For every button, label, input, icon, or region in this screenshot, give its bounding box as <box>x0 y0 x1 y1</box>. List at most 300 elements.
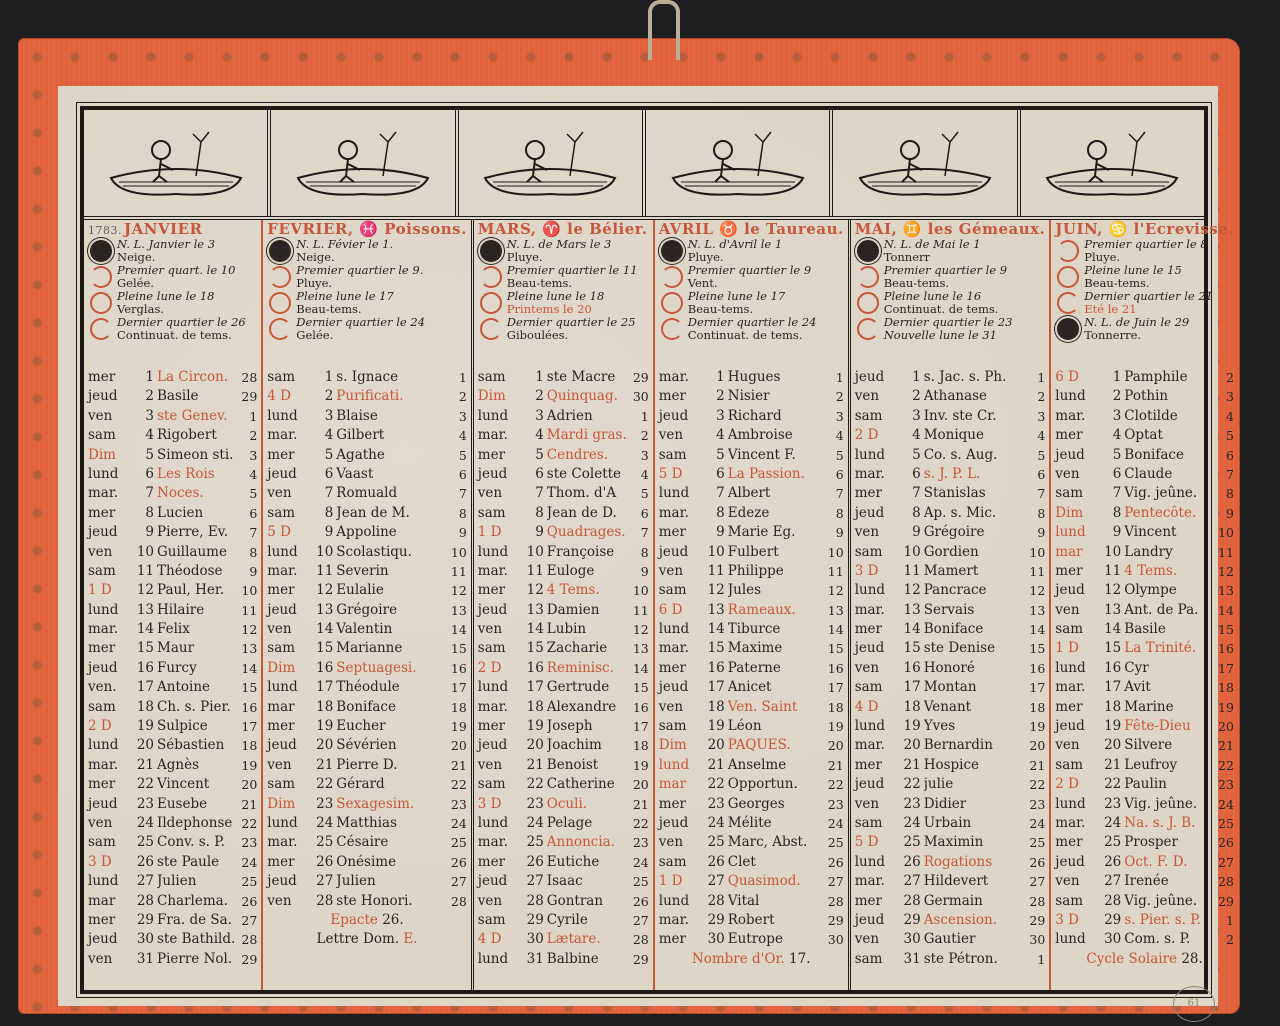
moon-age: 1 <box>1037 370 1046 385</box>
day-row <box>659 756 844 775</box>
weekday: Dim <box>88 446 116 463</box>
saint-or-feast: Lucien <box>157 504 204 521</box>
saint-or-feast: Antoine <box>157 679 210 696</box>
saint-or-feast: Charlema. <box>157 892 228 909</box>
weekday: jeud <box>854 369 885 385</box>
day-row <box>88 387 257 406</box>
moon-age: 1 <box>1037 951 1046 967</box>
saint-or-feast: Vincent <box>157 776 210 793</box>
day-row <box>478 639 649 658</box>
moon-phase-entry: Premier quart. le 10 Gelée. <box>88 264 257 290</box>
month-column <box>851 220 1052 990</box>
moon-age: 3 <box>1226 389 1234 405</box>
day-number: 19 <box>1104 718 1122 735</box>
weekday: jeud <box>477 465 508 482</box>
saint-or-feast: Simeon sti. <box>157 446 234 463</box>
day-number: 3 <box>535 407 544 424</box>
saint-or-feast: Sulpice <box>157 718 208 735</box>
day-number: 11 <box>903 562 921 579</box>
weather-note: Neige. <box>296 249 335 264</box>
moon-age: 1 <box>249 408 258 424</box>
day-number: 2 <box>535 388 544 405</box>
moon-age: 27 <box>632 912 649 928</box>
weekday: mer <box>88 640 116 657</box>
saint-or-feast: Julien <box>157 873 197 890</box>
saint-or-feast: Benoist <box>546 756 599 773</box>
saint-or-feast: ste Bathild. <box>157 931 236 948</box>
day-list <box>267 368 467 950</box>
moon-phases <box>88 238 257 368</box>
day-number: 19 <box>316 718 334 735</box>
saint-or-feast: Eutiche <box>546 853 600 870</box>
saint-or-feast: Nisier <box>727 388 770 405</box>
moon-age: 29 <box>241 389 258 405</box>
day-number: 6 <box>716 465 725 482</box>
saint-or-feast: Olympe <box>1124 582 1177 599</box>
moon-age: 12 <box>827 583 844 599</box>
weather-note: Continuat. de tems. <box>883 301 999 316</box>
day-number: 13 <box>707 601 725 618</box>
saint-or-feast: Clotilde <box>1124 407 1178 424</box>
day-row <box>855 523 1046 542</box>
weekday: ven <box>88 407 113 424</box>
weekday: mar. <box>88 485 119 502</box>
weekday: ven <box>854 659 880 676</box>
saint-or-feast: Grégoire <box>923 524 985 541</box>
day-number: 11 <box>1104 562 1122 579</box>
moon-age: 21 <box>1029 757 1046 773</box>
day-number: 22 <box>707 776 725 793</box>
day-number: 7 <box>535 485 544 502</box>
saint-or-feast: Honoré <box>923 659 975 676</box>
day-number: 14 <box>903 621 921 638</box>
weekday: ven <box>854 795 880 812</box>
saint-or-feast: Sexagesim. <box>336 795 415 812</box>
saint-or-feast: Noces. <box>157 485 204 502</box>
weather-note: Printems le 20 <box>506 301 592 316</box>
day-number: 24 <box>707 814 725 831</box>
saint-or-feast: Boniface <box>923 621 984 638</box>
moon-age: 22 <box>827 777 844 793</box>
weekday: sam <box>854 543 883 560</box>
moon-age: 29 <box>1029 912 1046 928</box>
day-number: 11 <box>526 562 544 579</box>
moon-age: 4 <box>249 466 258 482</box>
saint-or-feast: Boniface <box>1124 446 1184 463</box>
weekday: mer <box>477 718 506 735</box>
day-row <box>478 892 649 911</box>
weekday: 1 D <box>477 524 502 541</box>
moon-age: 7 <box>640 525 649 541</box>
saint-or-feast: Maximin <box>923 834 984 851</box>
day-row <box>1055 678 1234 697</box>
first-moon-icon <box>857 266 879 288</box>
saint-or-feast: Urbain <box>923 814 972 831</box>
weekday: mer <box>1055 427 1083 444</box>
day-row <box>478 426 649 445</box>
moon-age: 21 <box>241 796 258 812</box>
day-number: 14 <box>316 621 334 638</box>
day-number: 28 <box>1104 892 1122 909</box>
weather-note: Tonnerr <box>883 249 931 264</box>
day-row <box>1055 853 1234 872</box>
saint-or-feast: Vig. jeûne. <box>1124 795 1198 812</box>
day-row <box>659 368 844 387</box>
saint-or-feast: Vig. jeûne. <box>1124 892 1198 909</box>
day-row <box>267 717 467 736</box>
moon-age: 16 <box>827 660 844 676</box>
weekday: jeud <box>88 388 118 405</box>
day-number: 17 <box>1104 679 1122 696</box>
saint-or-feast: ste Honori. <box>336 892 413 909</box>
day-number: 15 <box>526 640 544 657</box>
day-row <box>267 678 467 697</box>
day-row <box>478 387 649 406</box>
saint-or-feast: ste Macre <box>546 369 616 385</box>
moon-phase-entry: Dernier quartier le 25 Giboulées. <box>478 316 649 342</box>
saint-or-feast: Ascension. <box>923 911 997 928</box>
day-row <box>855 639 1046 658</box>
day-row <box>267 465 467 484</box>
weekday: 5 D <box>658 465 683 482</box>
day-row <box>478 736 649 755</box>
saint-or-feast: Scolastiqu. <box>336 543 412 560</box>
day-number: 23 <box>707 795 725 812</box>
moon-age: 10 <box>827 544 844 560</box>
weather-note: Eté le 21 <box>1084 301 1137 316</box>
moon-age: 18 <box>827 699 844 715</box>
moon-age: 28 <box>241 370 258 385</box>
moon-age: 12 <box>632 622 649 638</box>
saint-or-feast: Silvere <box>1124 737 1173 754</box>
almanac-card <box>18 38 1240 1014</box>
day-row <box>659 892 844 911</box>
weekday: 5 D <box>267 524 292 541</box>
weekday: lund <box>477 950 509 967</box>
moon-age: 5 <box>249 486 258 502</box>
weekday: mer <box>1055 834 1083 851</box>
weekday: mer <box>1055 562 1083 579</box>
day-row <box>88 717 257 736</box>
day-number: 12 <box>526 582 544 599</box>
day-row <box>478 407 649 426</box>
saint-or-feast: Paulin <box>1124 776 1167 793</box>
day-number: 16 <box>316 659 334 676</box>
weekday: 2 D <box>477 659 502 676</box>
day-number: 20 <box>1104 737 1122 754</box>
twins-icon <box>833 110 1020 216</box>
day-number: 13 <box>1104 601 1122 618</box>
weekday: mar. <box>854 465 885 482</box>
day-number: 26 <box>526 853 544 870</box>
weekday: lund <box>267 679 298 696</box>
day-number: 27 <box>316 873 334 890</box>
day-row <box>855 620 1046 639</box>
day-number: 20 <box>707 737 725 754</box>
saint-or-feast: Mardi gras. <box>546 427 627 444</box>
saint-or-feast: Julien <box>336 873 376 890</box>
saint-or-feast: Les Rois <box>157 465 215 482</box>
moon-age: 9 <box>458 525 467 541</box>
weekday: jeud <box>1055 582 1085 599</box>
new-moon-icon <box>661 240 683 262</box>
weekday: 6 D <box>1055 369 1079 385</box>
saint-or-feast: Montan <box>923 679 977 696</box>
day-number: 14 <box>136 621 154 638</box>
weekday: mer <box>854 756 882 773</box>
weekday: Dim <box>267 659 296 676</box>
day-number: 16 <box>136 659 154 676</box>
day-number: 28 <box>136 892 154 909</box>
weekday: mar. <box>658 911 689 928</box>
weekday: lund <box>854 853 886 870</box>
moon-age: 14 <box>1218 602 1234 618</box>
moon-age: 8 <box>458 505 467 521</box>
saint-or-feast: Ch. s. Pier. <box>157 698 231 715</box>
day-number: 18 <box>316 698 334 715</box>
day-number: 22 <box>526 776 544 793</box>
moon-age: 8 <box>640 544 649 560</box>
saint-or-feast: Quadrages. <box>546 524 626 541</box>
weekday: lund <box>88 465 119 482</box>
moon-age: 7 <box>1226 466 1234 482</box>
day-row <box>659 639 844 658</box>
day-number: 11 <box>316 562 334 579</box>
saint-or-feast: Germain <box>923 892 983 909</box>
saint-or-feast: Rameaux. <box>727 601 796 618</box>
saint-or-feast: Fête-Dieu <box>1124 718 1191 735</box>
moon-age: 16 <box>632 699 649 715</box>
day-row <box>659 698 844 717</box>
weather-note: Gelée. <box>296 327 334 342</box>
weekday: lund <box>1055 388 1086 405</box>
weekday: mer <box>267 718 295 735</box>
weather-note: Verglas. <box>117 301 165 316</box>
day-number: 2 <box>1112 388 1122 405</box>
moon-age: 23 <box>1029 796 1046 812</box>
weekday: sam <box>1055 892 1084 909</box>
moon-age: 1 <box>640 408 649 424</box>
weekday: ven <box>88 950 113 967</box>
day-row <box>855 426 1046 445</box>
moon-age: 11 <box>827 563 844 579</box>
moon-age: 24 <box>241 854 258 870</box>
weekday: jeud <box>1055 446 1085 463</box>
saint-or-feast: Agathe <box>336 446 385 463</box>
weekday: mar. <box>658 504 689 521</box>
day-number: 28 <box>707 892 725 909</box>
moon-phase-entry: Dernier quartier le 21 Eté le 21 <box>1055 290 1234 316</box>
moon-age: 27 <box>241 912 258 928</box>
weekday: jeud <box>477 873 508 890</box>
new-moon-icon <box>269 240 291 262</box>
moon-age: 14 <box>241 660 258 676</box>
day-row <box>659 717 844 736</box>
day-list <box>855 368 1046 969</box>
day-row <box>1055 465 1234 484</box>
weather-note: Beau-tems. <box>296 301 362 316</box>
day-row <box>478 659 649 678</box>
day-row <box>855 562 1046 581</box>
moon-age: 1 <box>458 370 467 385</box>
weekday: sam <box>88 427 116 444</box>
saint-or-feast: Grégoire <box>336 601 398 618</box>
weekday: sam <box>477 504 506 521</box>
weekday: mer <box>658 524 686 541</box>
printed-frame <box>80 106 1234 994</box>
moon-age: 29 <box>1218 893 1234 909</box>
moon-age: 15 <box>1218 622 1234 638</box>
day-row <box>1055 892 1234 911</box>
day-number: 6 <box>145 465 154 482</box>
saint-or-feast: julie <box>923 776 954 793</box>
day-row <box>855 756 1046 775</box>
saint-or-feast: Hugues <box>727 369 781 385</box>
weekday: jeud <box>658 814 689 831</box>
day-row <box>1055 736 1234 755</box>
moon-age: 20 <box>241 777 258 793</box>
weekday: 4 D <box>854 698 879 715</box>
month-columns <box>84 220 1234 990</box>
day-row <box>88 504 257 523</box>
day-number: 10 <box>1104 543 1122 560</box>
moon-phase-entry: Dernier quartier le 23 Nouvelle lune le 31 <box>855 316 1046 342</box>
day-row <box>855 659 1046 678</box>
moon-age: 26 <box>827 854 844 870</box>
day-row <box>267 775 467 794</box>
saint-or-feast: Hildevert <box>923 873 989 890</box>
day-row <box>1055 562 1234 581</box>
weekday: mar. <box>658 640 689 657</box>
weekday: sam <box>658 853 687 870</box>
weekday: sam <box>1055 756 1084 773</box>
day-row <box>1055 795 1234 814</box>
day-row <box>1055 756 1234 775</box>
weather-note: Nouvelle lune le 31 <box>883 327 997 342</box>
moon-phase-entry: Pleine lune le 16 Continuat. de tems. <box>855 290 1046 316</box>
day-number: 3 <box>716 407 725 424</box>
saint-or-feast: Hospice <box>923 756 980 773</box>
saint-or-feast: Eulalie <box>336 582 384 599</box>
saint-or-feast: Venant <box>923 698 972 715</box>
saint-or-feast: Richard <box>727 407 782 424</box>
moon-age: 29 <box>827 912 844 928</box>
saint-or-feast: Monique <box>923 427 984 444</box>
moon-age: 22 <box>1029 777 1046 793</box>
saint-or-feast: Annoncia. <box>546 834 615 851</box>
day-row <box>1055 659 1234 678</box>
day-number: 23 <box>903 795 921 812</box>
day-row <box>659 562 844 581</box>
weekday: sam <box>1055 485 1084 502</box>
moon-age: 2 <box>249 428 258 444</box>
weekday: mer <box>477 446 506 463</box>
moon-age: 26 <box>632 893 649 909</box>
day-row <box>88 833 257 852</box>
day-number: 24 <box>1104 814 1122 831</box>
moon-age: 11 <box>450 563 467 579</box>
month-column <box>655 220 851 990</box>
weekday: jeud <box>267 465 297 482</box>
saint-or-feast: 4 Tems. <box>546 582 600 599</box>
moon-age: 3 <box>835 408 844 424</box>
weather-note: Tonnerre. <box>1084 327 1142 342</box>
day-number: 30 <box>1104 931 1122 948</box>
moon-age: 25 <box>450 835 467 851</box>
day-row <box>659 659 844 678</box>
day-row <box>267 853 467 872</box>
day-row <box>478 756 649 775</box>
day-row <box>1055 911 1234 930</box>
moon-age: 19 <box>1218 699 1234 715</box>
weekday: 2 D <box>1055 776 1079 793</box>
weekday: mer <box>658 931 686 948</box>
saint-or-feast: s. Jac. s. Ph. <box>923 369 1007 385</box>
moon-age: 15 <box>1029 641 1046 657</box>
saint-or-feast: La Trinité. <box>1124 640 1197 657</box>
moon-age: 4 <box>458 428 467 444</box>
moon-age: 8 <box>835 505 844 521</box>
saint-or-feast: La Circon. <box>157 369 229 385</box>
day-list <box>1055 368 1234 969</box>
day-row <box>855 484 1046 503</box>
saint-or-feast: Edeze <box>727 504 770 521</box>
day-number: 2 <box>145 388 154 405</box>
day-number: 16 <box>707 659 725 676</box>
weekday: jeud <box>1055 853 1085 870</box>
day-number: 29 <box>903 911 921 928</box>
day-row <box>88 465 257 484</box>
moon-age: 28 <box>241 932 258 948</box>
saint-or-feast: Septuagesi. <box>336 659 417 676</box>
day-number: 18 <box>707 698 725 715</box>
weather-note: Neige. <box>117 249 156 264</box>
weekday: ven <box>267 621 292 638</box>
moon-age: 14 <box>1029 622 1046 638</box>
day-row <box>855 678 1046 697</box>
moon-age: 30 <box>1029 932 1046 948</box>
saint-or-feast: Isaac <box>546 873 583 890</box>
saint-or-feast: Na. s. J. B. <box>1124 814 1196 831</box>
wind-cherub-icon <box>271 110 458 216</box>
saint-or-feast: s. J. P. L. <box>923 465 981 482</box>
moon-age: 21 <box>827 757 844 773</box>
moon-age: 8 <box>1037 505 1046 521</box>
last-moon-icon <box>857 318 879 340</box>
saint-or-feast: Rigobert <box>157 427 217 444</box>
weather-note: Pluye. <box>506 249 543 264</box>
day-number: 25 <box>1104 834 1122 851</box>
moon-age: 3 <box>458 408 467 424</box>
saint-or-feast: Sébastien <box>157 737 225 754</box>
saint-or-feast: Avit <box>1124 679 1151 696</box>
almanac-footer-note: Nombre d'Or. 17. <box>691 950 811 967</box>
day-number: 13 <box>136 601 154 618</box>
day-number: 9 <box>324 524 334 541</box>
saint-or-feast: Albert <box>727 485 771 502</box>
day-row <box>659 387 844 406</box>
saint-or-feast: Claude <box>1124 465 1173 482</box>
weekday: lund <box>1055 795 1086 812</box>
weekday: jeud <box>88 659 118 676</box>
moon-age: 23 <box>450 796 467 812</box>
day-row <box>88 756 257 775</box>
weekday: mer <box>658 388 686 405</box>
moon-phases <box>478 238 649 368</box>
day-row <box>88 930 257 949</box>
new-moon-icon <box>480 240 502 262</box>
saint-or-feast: Gertrude <box>546 679 610 696</box>
